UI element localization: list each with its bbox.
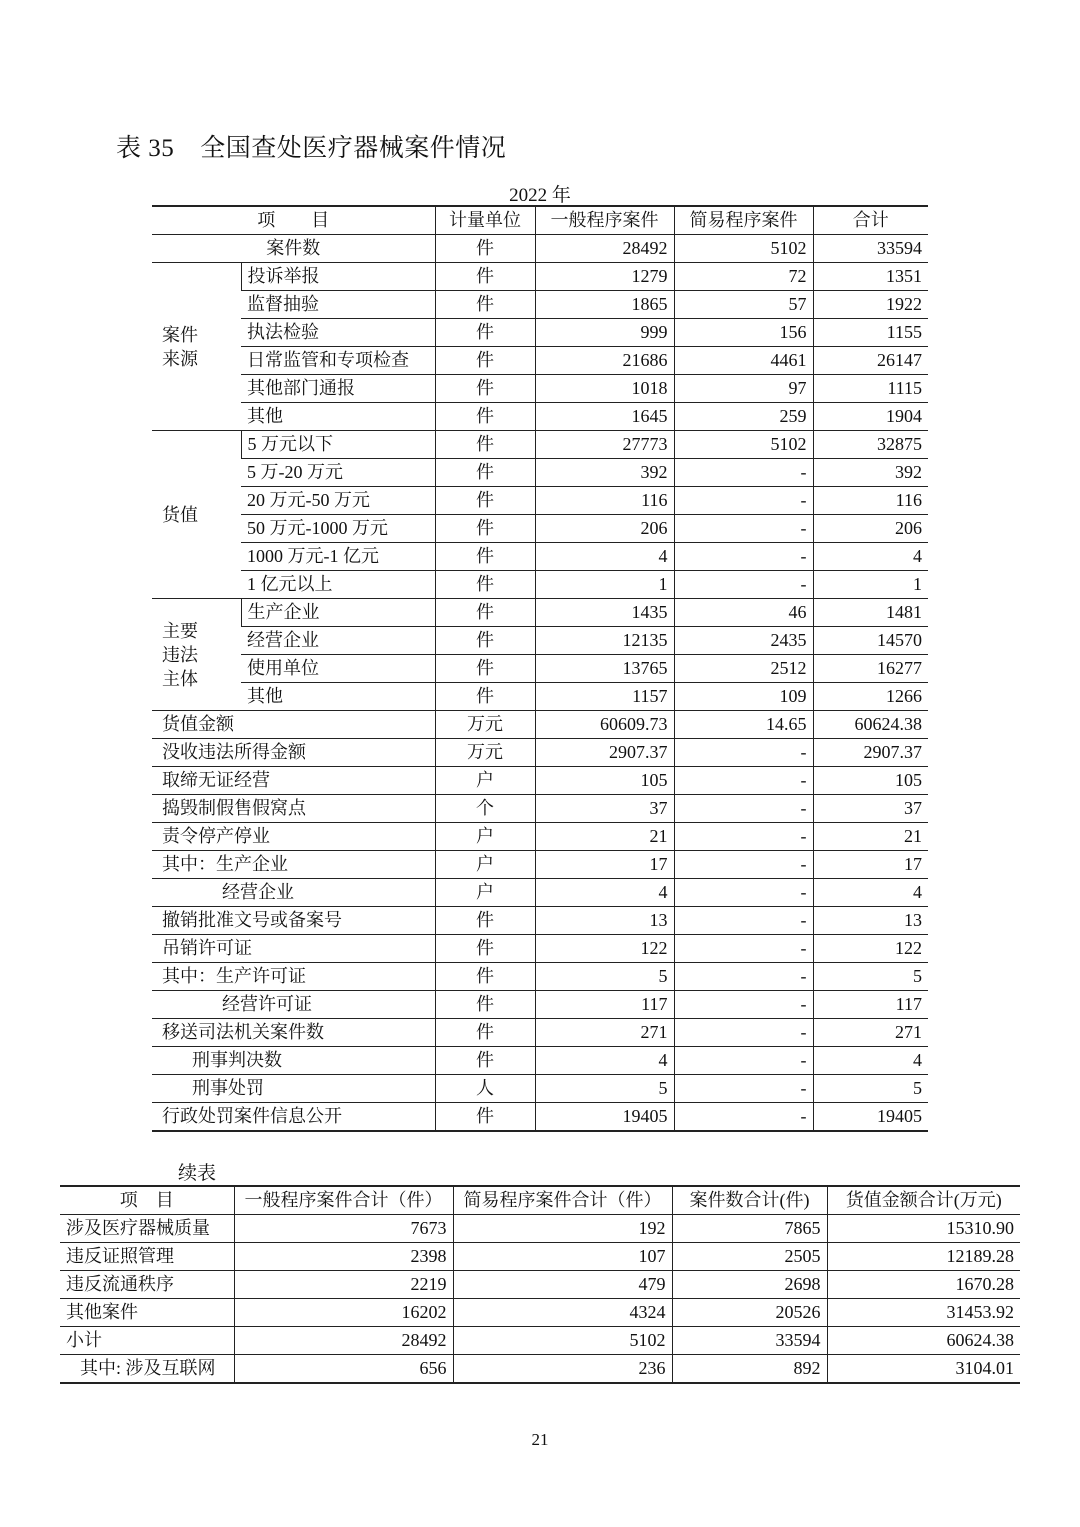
general-cell: 12135: [535, 627, 674, 655]
unit-cell: 件: [435, 571, 535, 599]
row-label: 取缔无证经营: [152, 767, 435, 795]
table-row: [152, 795, 928, 823]
continuation-label: 续表: [178, 1163, 217, 1184]
row-label: 1 亿元以上: [241, 571, 435, 599]
table-row: [60, 1271, 1020, 1299]
table-row: [152, 571, 928, 599]
unit-cell: 件: [435, 655, 535, 683]
table-row: [152, 319, 928, 347]
general-cell: 271: [535, 1019, 674, 1047]
general-cell: 1645: [535, 403, 674, 431]
table-row: [60, 1299, 1020, 1327]
table-row: [152, 683, 928, 711]
header-cell: 简易程序案件: [674, 206, 813, 235]
cases-cell: 33594: [672, 1327, 827, 1355]
general-cell: 2219: [234, 1271, 453, 1299]
total-cell: 1155: [813, 319, 928, 347]
simple-cell: -: [674, 739, 813, 767]
simple-cell: 192: [453, 1215, 672, 1243]
row-label: 刑事判决数: [152, 1047, 435, 1075]
total-cell: 60624.38: [813, 711, 928, 739]
simple-cell: 72: [674, 263, 813, 291]
row-label: 使用单位: [241, 655, 435, 683]
table-row: [152, 291, 928, 319]
row-label: 经营企业: [241, 627, 435, 655]
table-row: [152, 907, 928, 935]
table-row: [152, 599, 928, 627]
header-item: 项 目: [152, 206, 435, 235]
row-label: 货值金额: [152, 711, 435, 739]
total-cell: 105: [813, 767, 928, 795]
general-cell: 13765: [535, 655, 674, 683]
simple-cell: 4324: [453, 1299, 672, 1327]
table-row: [152, 1075, 928, 1103]
simple-cell: -: [674, 459, 813, 487]
table-row: [152, 347, 928, 375]
unit-cell: 件: [435, 907, 535, 935]
general-cell: 122: [535, 935, 674, 963]
cases-cell: 7865: [672, 1215, 827, 1243]
unit-cell: 件: [435, 515, 535, 543]
row-label: 涉及医疗器械质量: [60, 1215, 234, 1243]
simple-cell: -: [674, 1103, 813, 1132]
unit-cell: 件: [435, 1047, 535, 1075]
group-label: 案件 来源: [152, 263, 241, 431]
table-row: [152, 459, 928, 487]
table-row: [152, 487, 928, 515]
general-cell: 60609.73: [535, 711, 674, 739]
general-cell: 7673: [234, 1215, 453, 1243]
unit-cell: 万元: [435, 711, 535, 739]
simple-cell: 46: [674, 599, 813, 627]
simple-cell: 5102: [674, 235, 813, 263]
table-row: [152, 263, 928, 291]
unit-cell: 户: [435, 767, 535, 795]
value-cell: 3104.01: [827, 1355, 1020, 1384]
value-cell: 15310.90: [827, 1215, 1020, 1243]
row-label: 5 万元以下: [241, 431, 435, 459]
table-row: [152, 935, 928, 963]
table-row: [152, 767, 928, 795]
simple-cell: 259: [674, 403, 813, 431]
simple-cell: -: [674, 907, 813, 935]
table-row: [152, 515, 928, 543]
total-cell: 1904: [813, 403, 928, 431]
general-cell: 21: [535, 823, 674, 851]
simple-cell: 57: [674, 291, 813, 319]
total-cell: 26147: [813, 347, 928, 375]
simple-cell: -: [674, 879, 813, 907]
unit-cell: 件: [435, 319, 535, 347]
total-cell: 1922: [813, 291, 928, 319]
row-label: 其中: 涉及互联网: [60, 1355, 234, 1384]
simple-cell: 5102: [674, 431, 813, 459]
header-cell: 货值金额合计(万元): [827, 1186, 1020, 1215]
general-cell: 1435: [535, 599, 674, 627]
simple-cell: 156: [674, 319, 813, 347]
table-title-text: 全国查处医疗器械案件情况: [200, 133, 507, 162]
table-row: [152, 431, 928, 459]
row-label: 没收违法所得金额: [152, 739, 435, 767]
simple-cell: 107: [453, 1243, 672, 1271]
general-cell: 16202: [234, 1299, 453, 1327]
row-label: 其他: [241, 683, 435, 711]
general-cell: 1018: [535, 375, 674, 403]
header-row: [60, 1186, 1020, 1215]
table-row: [152, 627, 928, 655]
total-cell: 1481: [813, 599, 928, 627]
cases-cell: 892: [672, 1355, 827, 1384]
main-table: [152, 205, 928, 1132]
simple-cell: 5102: [453, 1327, 672, 1355]
general-cell: 37: [535, 795, 674, 823]
header-cell: 一般程序案件: [535, 206, 674, 235]
table-row: [152, 823, 928, 851]
row-label: 投诉举报: [241, 263, 435, 291]
unit-cell: 件: [435, 487, 535, 515]
table-row: [152, 879, 928, 907]
unit-cell: 件: [435, 1103, 535, 1132]
table-row: [152, 851, 928, 879]
general-cell: 656: [234, 1355, 453, 1384]
simple-cell: -: [674, 823, 813, 851]
table-row: [152, 403, 928, 431]
simple-cell: -: [674, 543, 813, 571]
general-cell: 5: [535, 1075, 674, 1103]
value-cell: 12189.28: [827, 1243, 1020, 1271]
value-cell: 31453.92: [827, 1299, 1020, 1327]
table-title: [116, 128, 506, 164]
total-cell: 1266: [813, 683, 928, 711]
general-cell: 4: [535, 1047, 674, 1075]
total-cell: 16277: [813, 655, 928, 683]
unit-cell: 户: [435, 851, 535, 879]
general-cell: 1: [535, 571, 674, 599]
row-label: 违反流通秩序: [60, 1271, 234, 1299]
total-cell: 32875: [813, 431, 928, 459]
total-cell: 116: [813, 487, 928, 515]
general-cell: 2907.37: [535, 739, 674, 767]
row-label: 其他: [241, 403, 435, 431]
value-cell: 60624.38: [827, 1327, 1020, 1355]
general-cell: 1157: [535, 683, 674, 711]
total-cell: 13: [813, 907, 928, 935]
table-row: [152, 991, 928, 1019]
table-row: [152, 1103, 928, 1132]
total-cell: 4: [813, 543, 928, 571]
unit-cell: 件: [435, 403, 535, 431]
row-label: 责令停产停业: [152, 823, 435, 851]
row-label: 5 万-20 万元: [241, 459, 435, 487]
unit-cell: 件: [435, 991, 535, 1019]
table-row: [152, 963, 928, 991]
header-cell: 案件数合计(件): [672, 1186, 827, 1215]
row-label: 其中：生产企业: [152, 851, 435, 879]
row-label: 其他案件: [60, 1299, 234, 1327]
simple-cell: 109: [674, 683, 813, 711]
unit-cell: 户: [435, 823, 535, 851]
total-cell: 33594: [813, 235, 928, 263]
unit-cell: 件: [435, 627, 535, 655]
general-cell: 999: [535, 319, 674, 347]
group-label: 货值: [152, 431, 241, 599]
unit-cell: 件: [435, 347, 535, 375]
unit-cell: 件: [435, 431, 535, 459]
table-row: [60, 1355, 1020, 1384]
general-cell: 1865: [535, 291, 674, 319]
unit-cell: 件: [435, 599, 535, 627]
total-cell: 1115: [813, 375, 928, 403]
unit-cell: 件: [435, 543, 535, 571]
table-row: [152, 711, 928, 739]
total-cell: 271: [813, 1019, 928, 1047]
general-cell: 1279: [535, 263, 674, 291]
row-label: 执法检验: [241, 319, 435, 347]
general-cell: 5: [535, 963, 674, 991]
unit-cell: 件: [435, 683, 535, 711]
header-cell: 计量单位: [435, 206, 535, 235]
row-label: 1000 万元-1 亿元: [241, 543, 435, 571]
row-label: 撤销批准文号或备案号: [152, 907, 435, 935]
total-cell: 5: [813, 963, 928, 991]
header-cell: 项 目: [60, 1186, 234, 1215]
general-cell: 17: [535, 851, 674, 879]
cases-cell: 2698: [672, 1271, 827, 1299]
cases-cell: 2505: [672, 1243, 827, 1271]
row-label: 捣毁制假售假窝点: [152, 795, 435, 823]
unit-cell: 件: [435, 963, 535, 991]
total-cell: 117: [813, 991, 928, 1019]
row-label: 刑事处罚: [152, 1075, 435, 1103]
header-cell: 合计: [813, 206, 928, 235]
continuation-table: [60, 1185, 1020, 1384]
simple-cell: 14.65: [674, 711, 813, 739]
simple-cell: -: [674, 515, 813, 543]
general-cell: 13: [535, 907, 674, 935]
unit-cell: 万元: [435, 739, 535, 767]
row-label: 20 万元-50 万元: [241, 487, 435, 515]
general-cell: 27773: [535, 431, 674, 459]
general-cell: 19405: [535, 1103, 674, 1132]
page-number: 21: [531, 1430, 549, 1449]
group-label: 主要 违法 主体: [152, 599, 241, 711]
total-cell: 206: [813, 515, 928, 543]
table-row: [152, 739, 928, 767]
unit-cell: 件: [435, 263, 535, 291]
row-label: 移送司法机关案件数: [152, 1019, 435, 1047]
table-row: [60, 1327, 1020, 1355]
total-cell: 5: [813, 1075, 928, 1103]
row-label: 吊销许可证: [152, 935, 435, 963]
total-cell: 2907.37: [813, 739, 928, 767]
table-row: [152, 375, 928, 403]
simple-cell: -: [674, 991, 813, 1019]
simple-cell: -: [674, 795, 813, 823]
simple-cell: -: [674, 1019, 813, 1047]
table-number: 表 35: [116, 135, 175, 162]
general-cell: 206: [535, 515, 674, 543]
total-cell: 37: [813, 795, 928, 823]
general-cell: 28492: [535, 235, 674, 263]
simple-cell: 2512: [674, 655, 813, 683]
unit-cell: 件: [435, 375, 535, 403]
simple-cell: -: [674, 1047, 813, 1075]
general-cell: 116: [535, 487, 674, 515]
general-cell: 117: [535, 991, 674, 1019]
total-cell: 4: [813, 879, 928, 907]
row-label: 小计: [60, 1327, 234, 1355]
simple-cell: 236: [453, 1355, 672, 1384]
simple-cell: -: [674, 851, 813, 879]
total-cell: 21: [813, 823, 928, 851]
unit-cell: 件: [435, 235, 535, 263]
general-cell: 4: [535, 879, 674, 907]
row-label: 监督抽验: [241, 291, 435, 319]
table-row: [152, 543, 928, 571]
value-cell: 1670.28: [827, 1271, 1020, 1299]
general-cell: 28492: [234, 1327, 453, 1355]
row-label: 日常监管和专项检查: [241, 347, 435, 375]
simple-cell: -: [674, 571, 813, 599]
cases-cell: 20526: [672, 1299, 827, 1327]
row-label: 其他部门通报: [241, 375, 435, 403]
simple-cell: -: [674, 1075, 813, 1103]
simple-cell: 479: [453, 1271, 672, 1299]
table-row: [60, 1215, 1020, 1243]
row-label: 行政处罚案件信息公开: [152, 1103, 435, 1132]
row-label: 经营企业: [152, 879, 435, 907]
total-cell: 1: [813, 571, 928, 599]
header-row: [152, 206, 928, 235]
header-cell: 一般程序案件合计（件）: [234, 1186, 453, 1215]
table-row: [152, 1019, 928, 1047]
unit-cell: 件: [435, 1019, 535, 1047]
total-cell: 14570: [813, 627, 928, 655]
simple-cell: -: [674, 767, 813, 795]
row-label: 经营许可证: [152, 991, 435, 1019]
year-label: 2022 年: [509, 185, 571, 206]
unit-cell: 个: [435, 795, 535, 823]
general-cell: 4: [535, 543, 674, 571]
total-cell: 17: [813, 851, 928, 879]
unit-cell: 户: [435, 879, 535, 907]
unit-cell: 件: [435, 291, 535, 319]
total-cell: 122: [813, 935, 928, 963]
simple-cell: 2435: [674, 627, 813, 655]
row-label: 案件数: [152, 235, 435, 263]
general-cell: 2398: [234, 1243, 453, 1271]
table-row: [152, 1047, 928, 1075]
row-label: 违反证照管理: [60, 1243, 234, 1271]
simple-cell: -: [674, 487, 813, 515]
simple-cell: 4461: [674, 347, 813, 375]
table-row: [152, 655, 928, 683]
simple-cell: -: [674, 935, 813, 963]
simple-cell: 97: [674, 375, 813, 403]
unit-cell: 件: [435, 935, 535, 963]
row-label: 生产企业: [241, 599, 435, 627]
row-label: 其中：生产许可证: [152, 963, 435, 991]
total-cell: 392: [813, 459, 928, 487]
table-row: [60, 1243, 1020, 1271]
total-cell: 19405: [813, 1103, 928, 1132]
general-cell: 392: [535, 459, 674, 487]
unit-cell: 人: [435, 1075, 535, 1103]
general-cell: 21686: [535, 347, 674, 375]
table-row: [152, 235, 928, 263]
total-cell: 4: [813, 1047, 928, 1075]
total-cell: 1351: [813, 263, 928, 291]
row-label: 50 万元-1000 万元: [241, 515, 435, 543]
simple-cell: -: [674, 963, 813, 991]
header-cell: 简易程序案件合计（件）: [453, 1186, 672, 1215]
unit-cell: 件: [435, 459, 535, 487]
general-cell: 105: [535, 767, 674, 795]
